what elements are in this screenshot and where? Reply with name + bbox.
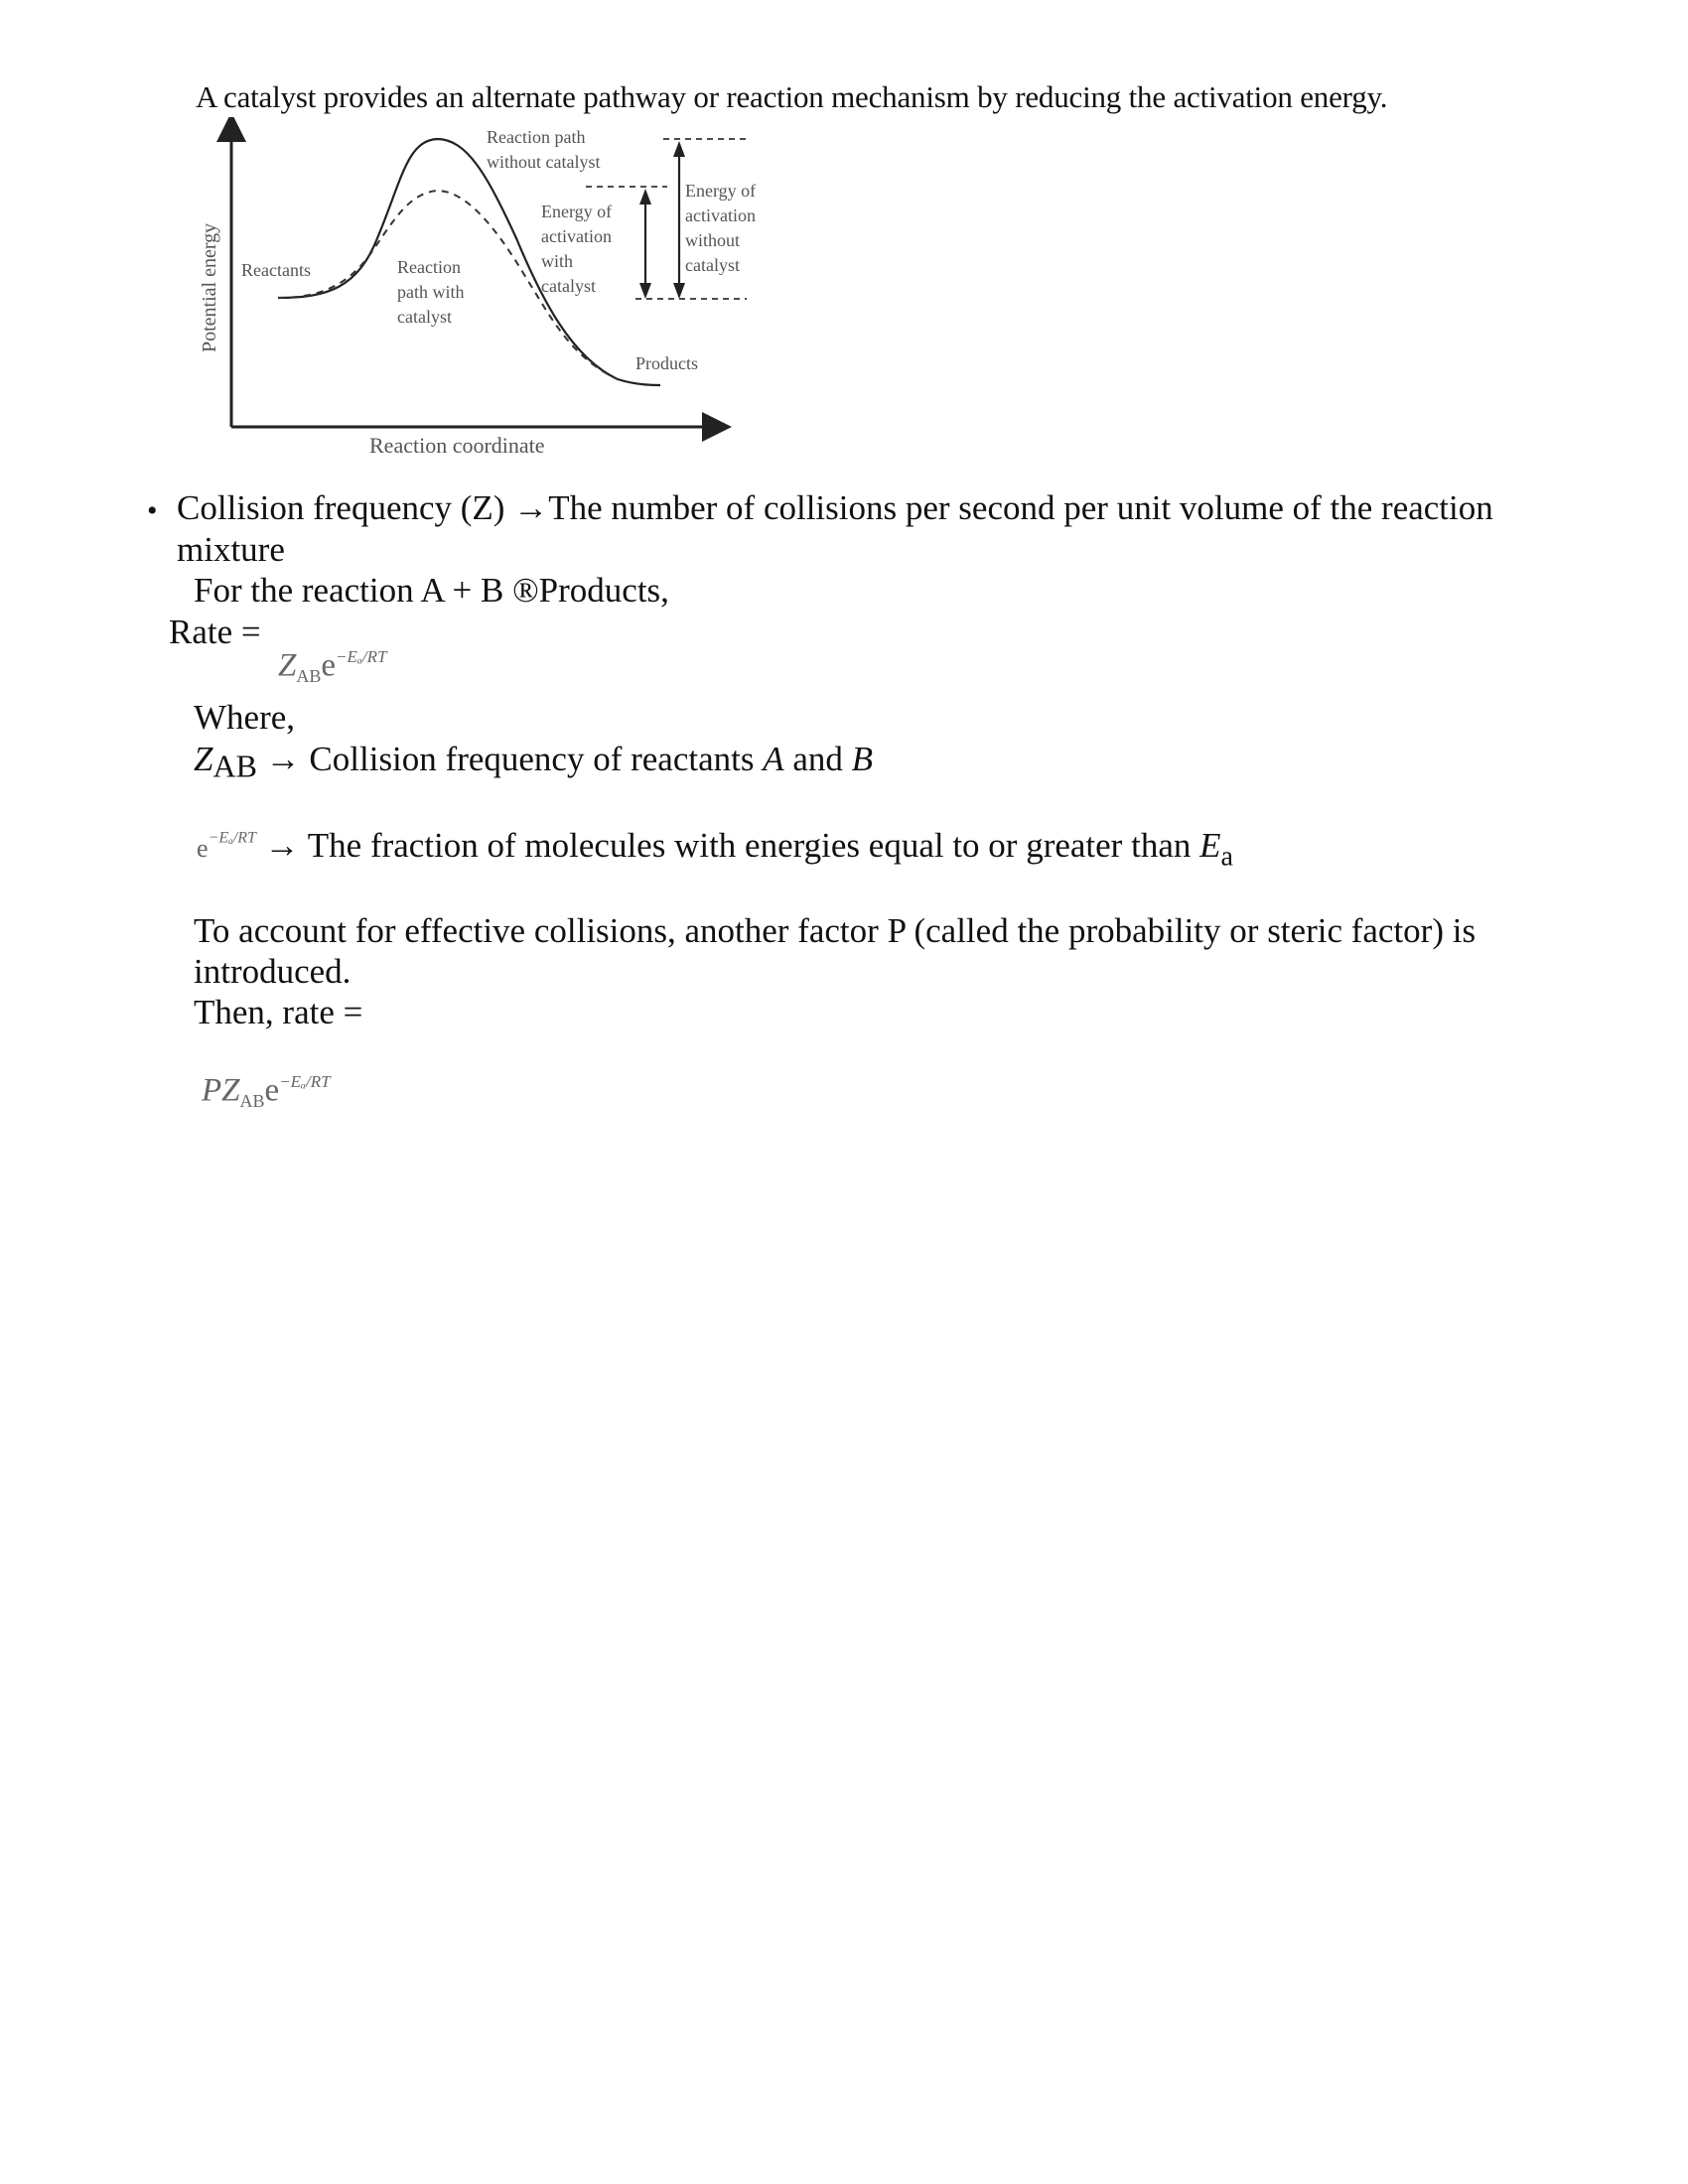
- curve-without-catalyst: [278, 139, 660, 385]
- zab-a: A: [763, 740, 784, 778]
- reactants-label: Reactants: [241, 260, 311, 280]
- path-with-label-1: Reaction: [397, 257, 461, 277]
- energy-profile-figure: [179, 117, 794, 465]
- final-formula-exponent: −Eₐ/RT: [279, 1072, 331, 1091]
- exp-ea: E: [1199, 826, 1221, 865]
- final-formula-p: P: [202, 1072, 222, 1109]
- zab-sub: AB: [212, 748, 257, 784]
- zab-b: B: [851, 740, 874, 778]
- y-axis-label: Potential energy: [199, 222, 220, 352]
- reaction-line: For the reaction A + B ®Products,: [194, 571, 669, 610]
- exp-ea-sub: a: [1220, 841, 1233, 873]
- exp-e: e: [197, 834, 209, 863]
- ea-with-label-3: with: [541, 251, 574, 271]
- ea-with-label-1: Energy of: [541, 202, 613, 221]
- rate-formula-e: e: [321, 647, 337, 684]
- zab-text: → Collision frequency of reactants: [256, 740, 764, 778]
- exp-exponent: −Eₐ/RT: [208, 829, 256, 847]
- final-formula-z: Z: [221, 1072, 240, 1109]
- path-with-label-3: catalyst: [397, 307, 452, 327]
- where-label: Where,: [194, 698, 296, 737]
- ea-with-label-2: activation: [541, 226, 612, 246]
- intro-text: A catalyst provides an alternate pathway or reaction mechanism by reducing the activation energy.: [196, 79, 1388, 114]
- ea-without-label-4: catalyst: [685, 255, 740, 275]
- exp-definition: [197, 826, 1233, 873]
- collision-line-1: Collision frequency (Z) →The number of collisions per second per unit volume of the reaction: [177, 488, 1493, 527]
- ea-without-label-2: activation: [685, 205, 756, 225]
- path-without-label-2: without catalyst: [487, 152, 601, 172]
- steric-line-2: introduced.: [194, 952, 352, 991]
- final-formula: [202, 1072, 331, 1112]
- bullet-dot: •: [147, 494, 158, 527]
- rate-formula-z: Z: [278, 647, 297, 684]
- final-formula-e: e: [264, 1072, 280, 1109]
- exp-text: → The fraction of molecules with energies equal to or greater than: [255, 826, 1200, 865]
- zab-and: and: [783, 740, 852, 778]
- ea-without-label-1: Energy of: [685, 181, 757, 201]
- ea-without-arrowhead-down: [673, 283, 685, 299]
- then-rate-label: Then, rate =: [194, 993, 363, 1031]
- zab-symbol: Z: [194, 740, 213, 778]
- ea-with-arrowhead-down: [639, 283, 651, 299]
- collision-line-2: mixture: [177, 530, 285, 569]
- final-formula-sub: AB: [239, 1090, 265, 1111]
- products-label: Products: [635, 353, 698, 373]
- ea-with-label-4: catalyst: [541, 276, 596, 296]
- rate-label: Rate =: [169, 613, 261, 651]
- rate-formula-exponent: −Eₐ/RT: [336, 647, 387, 666]
- ea-with-arrowhead-up: [639, 189, 651, 205]
- ea-without-label-3: without: [685, 230, 741, 250]
- rate-formula-sub: AB: [296, 665, 322, 686]
- zab-definition: [194, 740, 873, 784]
- rate-formula: [278, 647, 386, 687]
- steric-line-1: To account for effective collisions, another factor P (called the probability or steric factor) is: [194, 911, 1477, 950]
- path-with-label-2: path with: [397, 282, 465, 302]
- ea-without-arrowhead-up: [673, 141, 685, 157]
- path-without-label-1: Reaction path: [487, 127, 586, 147]
- x-axis-label: Reaction coordinate: [369, 433, 545, 458]
